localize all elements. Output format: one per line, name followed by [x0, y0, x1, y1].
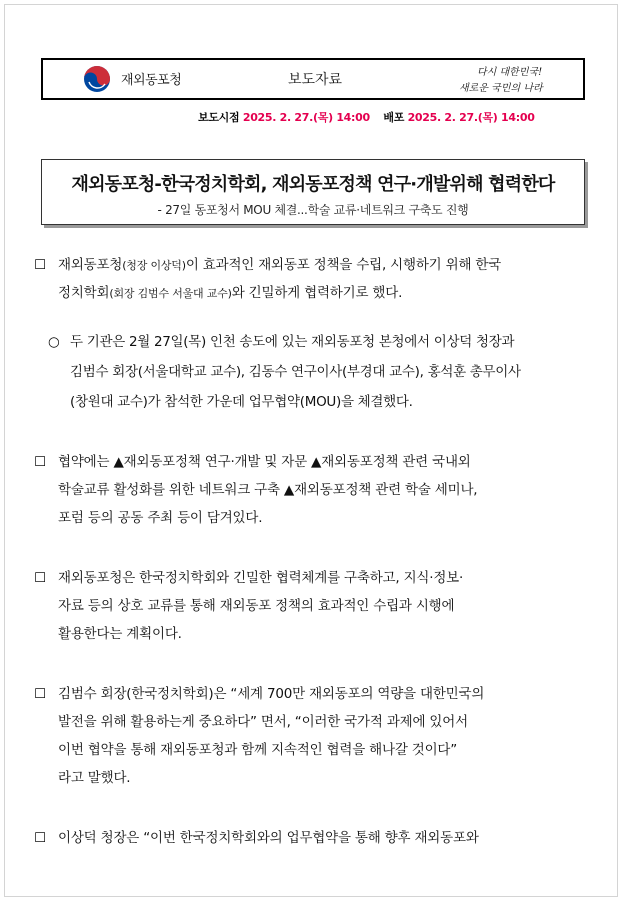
p1-text-c: 정치학회: [58, 285, 110, 301]
slogan-handwriting: [455, 62, 565, 98]
p5-line-4: 라고 말했다.: [58, 770, 131, 786]
subheadline: - 27일 동포청서 MOU 체결...학술 교류·네트워크 구축도 진행: [157, 203, 469, 217]
release-time-value: 2025. 2. 27.(목) 14:00: [242, 111, 370, 124]
checkbox-bullet-icon: ☐: [34, 686, 46, 702]
p1-text-a: 재외동포청: [58, 257, 123, 273]
headline-box: [41, 159, 585, 225]
p3-line-2: 학술교류 활성화를 위한 네트워크 구축 ▲재외동포정책 관련 학술 세미나,: [58, 482, 478, 498]
checkbox-bullet-icon: ☐: [34, 454, 46, 470]
slogan-line-2: 새로운 국민의 나라: [459, 83, 543, 94]
p3-line-3: 포럼 등의 공동 주최 등이 담겨있다.: [58, 510, 263, 526]
org-name: 재외동포청: [121, 73, 182, 88]
p1-text-b: 이 효과적인 재외동포 정책을 수립, 시행하기 위해 한국: [185, 257, 502, 273]
checkbox-bullet-icon: ☐: [34, 830, 46, 846]
checkbox-bullet-icon: ☐: [34, 570, 46, 586]
p1-text-d: 와 긴밀하게 협력하기로 했다.: [231, 285, 403, 301]
release-info: [198, 109, 545, 125]
release-time-label: 보도시점: [198, 111, 240, 124]
p5-line-2: 발전을 위해 활용하는게 중요하다” 면서, “이러한 국가적 과제에 있어서: [58, 714, 468, 730]
p1-note-b: (회장 김범수 서울대 교수): [109, 287, 232, 300]
paragraph-5: [34, 680, 594, 792]
p1-note-a: (청장 이상덕): [122, 259, 186, 272]
doc-type-label: 보도자료: [287, 72, 343, 88]
checkbox-bullet-icon: ☐: [34, 257, 46, 273]
paragraph-4: [34, 564, 594, 648]
paragraph-3: [34, 448, 594, 532]
p5-line-3: 이번 협약을 통해 재외동포청과 함께 지속적인 협력을 해나갈 것이다”: [58, 742, 458, 758]
p6-line-1: 이상덕 청장은 “이번 한국정치학회와의 업무협약을 통해 향후 재외동포와: [58, 830, 479, 846]
p4-line-1: 재외동포청은 한국정치학회와 긴밀한 협력체계를 구축하고, 지식·정보·: [58, 570, 464, 586]
distribution-value: 2025. 2. 27.(목) 14:00: [407, 111, 535, 124]
p2-line-2: 김범수 회장(서울대학교 교수), 김동수 연구이사(부경대 교수), 홍석훈 총무이사: [70, 364, 521, 380]
paragraph-2: [48, 327, 600, 417]
circle-bullet-icon: ○: [48, 334, 60, 350]
taegeuk-logo-icon: [83, 65, 111, 93]
paragraph-1: [34, 251, 594, 307]
p2-line-1: 두 기관은 2월 27일(목) 인천 송도에 있는 재외동포청 본청에서 이상덕 청장과: [70, 334, 515, 350]
p4-line-3: 활용한다는 계획이다.: [58, 626, 182, 642]
p5-line-1: 김범수 회장(한국정치학회)은 “세계 700만 재외동포의 역량을 대한민국의: [58, 686, 485, 702]
slogan-line-1: 다시 대한민국!: [477, 67, 543, 78]
headline: 재외동포청-한국정치학회, 재외동포정책 연구·개발위해 협력한다: [71, 174, 555, 195]
press-release-header: [41, 58, 585, 100]
p2-line-3: (창원대 교수)가 참석한 가운데 업무협약(MOU)을 체결했다.: [70, 394, 413, 410]
distribution-label: 배포: [383, 111, 405, 124]
paragraph-6: [34, 824, 594, 852]
p4-line-2: 자료 등의 상호 교류를 통해 재외동포 정책의 효과적인 수립과 시행에: [58, 598, 455, 614]
p3-line-1: 협약에는 ▲재외동포정책 연구·개발 및 자문 ▲재외동포정책 관련 국내외: [58, 454, 471, 470]
